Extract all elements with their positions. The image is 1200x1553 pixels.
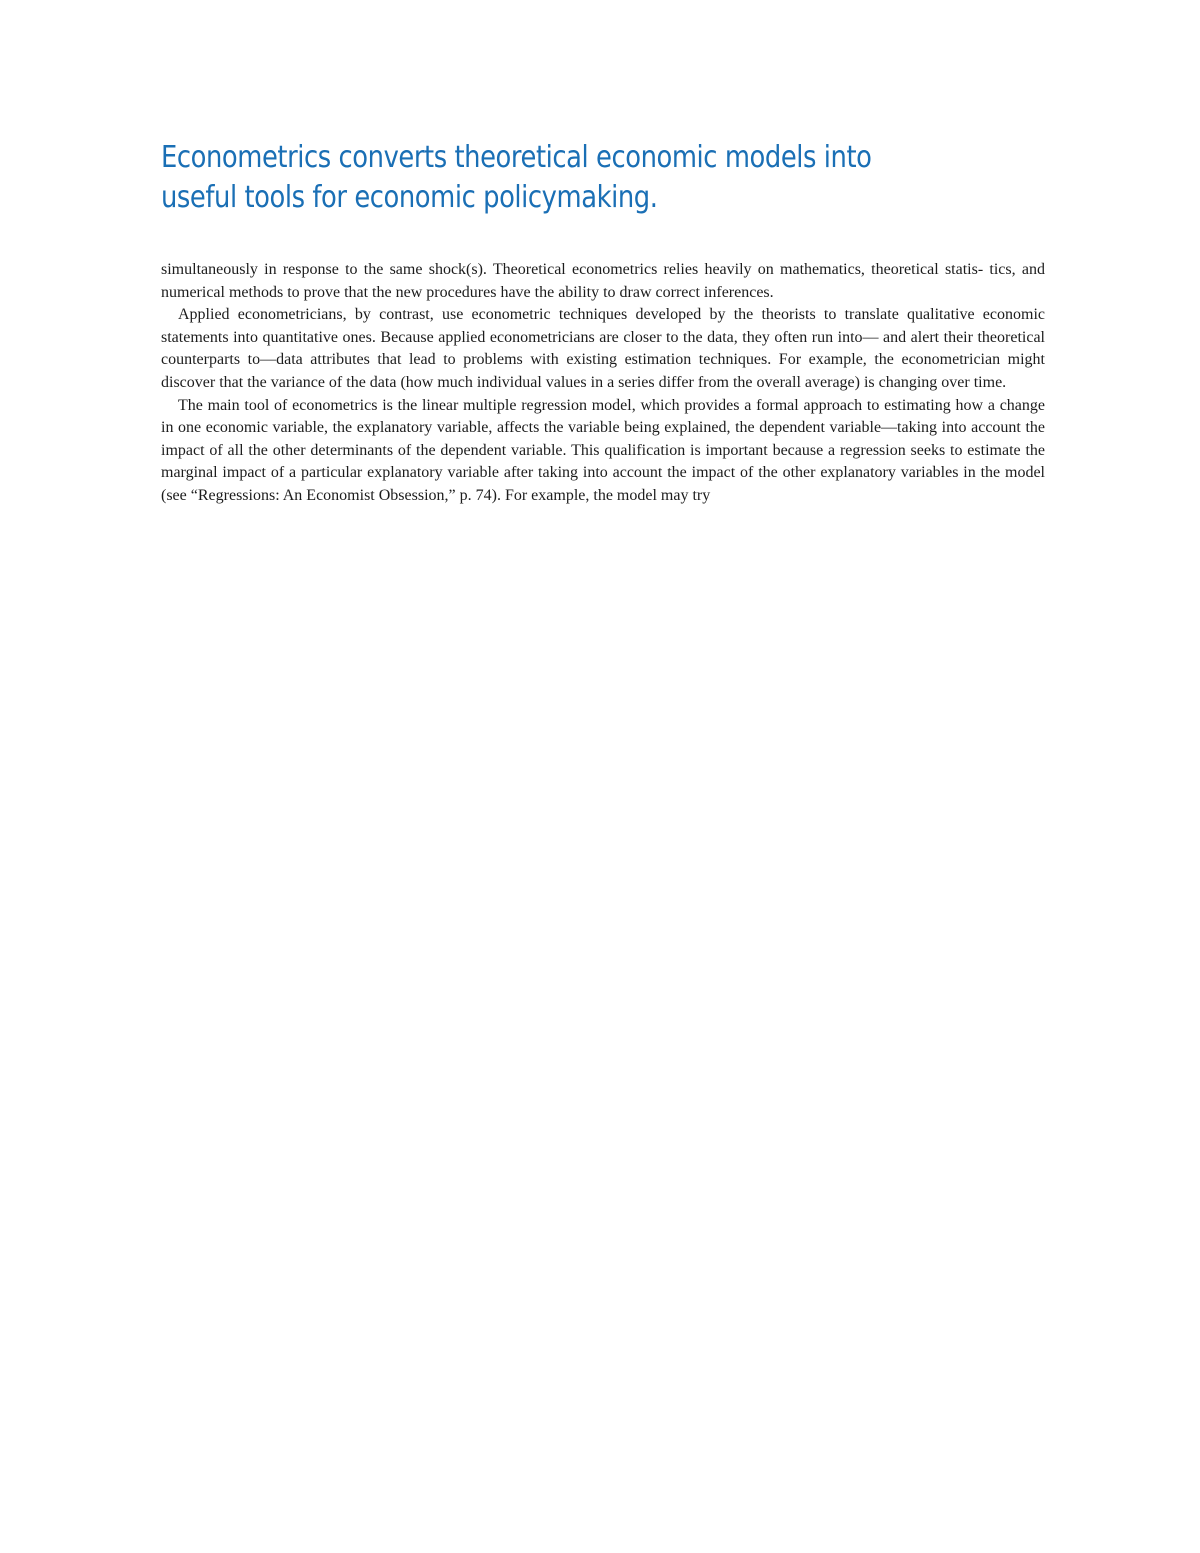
page-heading: Econometrics converts theoretical economic models into useful tools for economic policymaking.	[161, 140, 872, 215]
paragraph-applied-econometricians: Applied econometricians, by contrast, use econometric techniques developed by the theorists to translate qualitative economic statements into quantitative ones. Because applied econometricians are closer to the data, they often run into— and alert their theoretical counterparts to—data attributes that lead to problems with existing estimation techniques. For example, the econometrician might discover that the variance of the data (how much individual values in a series differ from the overall average) is changing over time.	[161, 306, 1045, 391]
paragraph-main-tool: The main tool of econometrics is the linear multiple regression model, which provides a formal approach to estimating how a change in one economic variable, the explanatory variable, affects the variable being explained, the dependent variable—taking into account the impact of all the other determinants of the dependent variable. This qualification is important because a regression seeks to estimate the marginal impact of a particular explanatory variable after taking into account the impact of the other explanatory variables in the model (see “Regressions: An Economist Obsession,” p. 74). For example, the model may try	[161, 396, 1045, 504]
body-text	[161, 259, 1045, 508]
paragraph-continuation: simultaneously in response to the same shock(s). Theoretical econometrics relies heavily on mathematics, theoretical statis- tics, and numerical methods to prove that the new procedures have the ability to draw correct inferences.	[161, 261, 1045, 301]
